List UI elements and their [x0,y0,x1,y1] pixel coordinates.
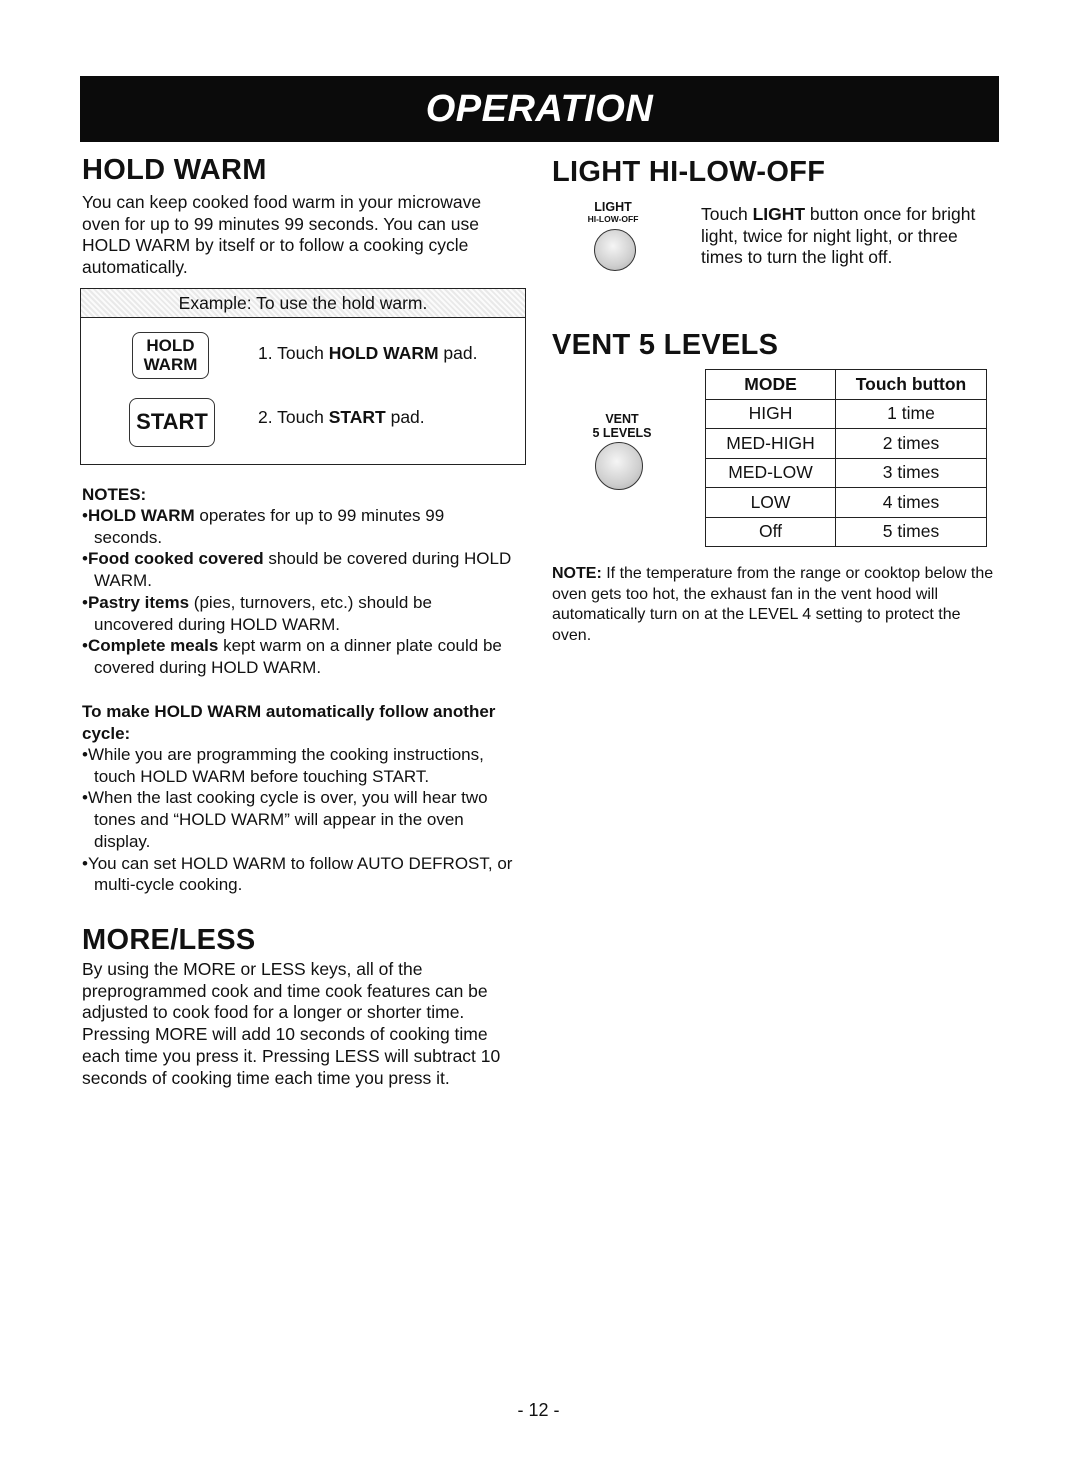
banner-title: OPERATION [425,87,654,130]
step2-prefix: 2. Touch [258,407,329,427]
note-item: • Complete meals kept warm on a dinner plate could be covered during HOLD WARM. [82,635,514,678]
table-cell: 1 time [836,399,987,429]
light-button-icon [594,229,636,271]
vent-note: NOTE: If the temperature from the range or cooktop below the oven gets too hot, the exhaust fan in the vent hood will automatically turn on at the LEVEL 4 setting to protect the oven. [552,565,994,644]
follow-item: • When the last cooking cycle is over, you will hear two tones and “HOLD WARM” will appear in the oven display. [82,787,522,852]
table-cell: Off [706,517,836,547]
note-item: • Pastry items (pies, turnovers, etc.) should be uncovered during HOLD WARM. [82,592,514,635]
example-step-2 [258,407,425,428]
table-header-mode: MODE [706,370,836,400]
table-header-row [706,370,987,400]
more-less-heading: MORE/LESS [82,924,256,956]
light-label-line1: LIGHT [594,200,632,214]
table-row [706,429,987,459]
note-item: • Food cooked covered should be covered during HOLD WARM. [82,548,514,591]
table-cell: 3 times [836,458,987,488]
vent-label-line1: VENT [605,412,639,426]
follow-item: • While you are programming the cooking instructions, touch HOLD WARM before touching START. [82,744,522,787]
light-description: Touch LIGHT button once for bright light, twice for night light, or three times to turn the light off. [701,204,976,268]
table-row [706,399,987,429]
more-less-body: By using the MORE or LESS keys, all of the preprogrammed cook and time cook features can be adjusted to cook food for a longer or shorter time. Pressing MORE will add 10 seconds of cooking time each time you press it. Pressing LESS will subtract 10 seconds of cooking time each time you press it. [82,959,501,1088]
table-row [706,458,987,488]
step1-prefix: 1. Touch [258,343,329,363]
example-title: Example: To use the hold warm. [81,289,525,318]
table-cell: LOW [706,488,836,518]
vent-button-label [575,412,669,440]
vent-heading: VENT 5 LEVELS [552,329,779,361]
hold-warm-key-line2: WARM [143,355,198,374]
hold-warm-example-box [80,288,526,465]
step2-suffix: pad. [385,407,425,427]
vent-button-icon [595,442,643,490]
hold-warm-key-line1: HOLD [146,336,195,355]
light-button-label [576,201,650,225]
table-cell: 5 times [836,517,987,547]
example-step-1 [258,343,478,364]
hold-warm-intro: You can keep cooked food warm in your microwave oven for up to 99 minutes 99 seconds. You can use HOLD WARM by itself or to follow a cooking cycle automatically. [82,192,482,278]
vent-label-line2: 5 LEVELS [592,426,652,440]
table-row [706,488,987,518]
light-label-line2: HI-LOW-OFF [587,214,639,224]
hold-warm-key-icon [132,332,209,379]
note-item: • HOLD WARM operates for up to 99 minutes 99 seconds. [82,505,514,548]
table-row [706,517,987,547]
notes-list [82,505,514,679]
table-cell: MED-HIGH [706,429,836,459]
step2-bold: START [328,407,386,427]
section-banner [80,76,999,142]
vent-levels-table [705,369,987,547]
table-cell: 4 times [836,488,987,518]
table-header-touch: Touch button [836,370,987,400]
follow-cycle-list [82,744,522,896]
page-number: - 12 - [517,1400,560,1420]
start-key-icon [129,398,215,447]
table-cell: 2 times [836,429,987,459]
hold-warm-heading: HOLD WARM [82,154,267,186]
start-key-label: START [136,409,208,434]
light-heading: LIGHT HI-LOW-OFF [552,156,826,188]
notes-title: NOTES: [82,485,147,504]
table-cell: MED-LOW [706,458,836,488]
follow-cycle-heading: To make HOLD WARM automatically follow another cycle: [82,702,496,743]
step1-suffix: pad. [438,343,478,363]
table-cell: HIGH [706,399,836,429]
follow-item: • You can set HOLD WARM to follow AUTO DEFROST, or multi-cycle cooking. [82,853,522,896]
step1-bold: HOLD WARM [328,343,439,363]
